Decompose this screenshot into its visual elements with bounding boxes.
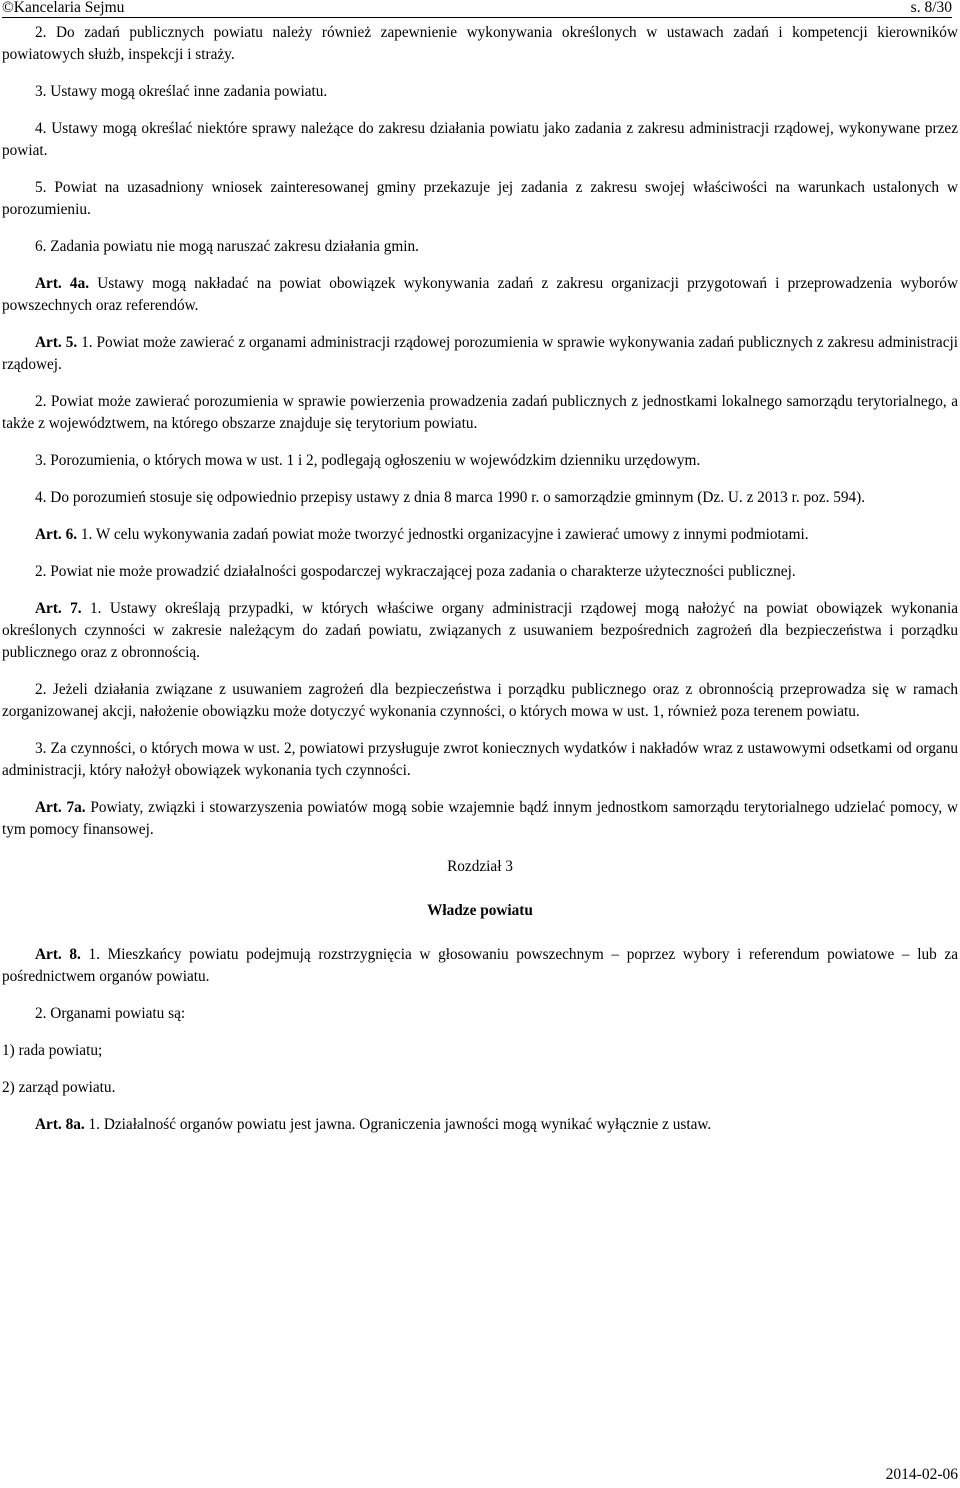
- footer-date: 2014-02-06: [885, 1466, 958, 1483]
- article-number: Art. 8.: [35, 946, 81, 963]
- paragraph-text: 1. Ustawy określają przypadki, w których właściwe organy administracji rządowej mogą nałożyć na powiat obowiązek wykonania określonych czynności w zakresie należącym do zadań powiatu, związanych z usuwaniem bezpośrednich zagrożeń dla bezpieczeństwa i porządku publicznego oraz z obronnością.: [2, 600, 958, 661]
- paragraph: [2, 1114, 958, 1136]
- paragraph-text: 6. Zadania powiatu nie mogą naruszać zakresu działania gmin.: [35, 238, 419, 255]
- paragraph-group-1: [2, 22, 958, 841]
- paragraph: [2, 1040, 958, 1062]
- paragraph: [2, 177, 958, 221]
- paragraph-text: 1. Mieszkańcy powiatu podejmują rozstrzygnięcia w głosowaniu powszechnym – poprzez wybory i referendum powiatowe – lub za pośrednictwem organów powiatu.: [2, 946, 958, 985]
- paragraph: [2, 450, 958, 472]
- paragraph: [2, 1077, 958, 1099]
- paragraph: [2, 524, 958, 546]
- paragraph: [2, 391, 958, 435]
- paragraph-text: Ustawy mogą nakładać na powiat obowiązek wykonywania zadań z zakresu organizacji przygotowań i przeprowadzenia wyborów powszechnych oraz referendów.: [2, 275, 958, 314]
- paragraph-text: 1. Działalność organów powiatu jest jawna. Ograniczenia jawności mogą wynikać wyłącznie z ustaw.: [84, 1116, 712, 1133]
- paragraph: [2, 679, 958, 723]
- header-publisher: ©Kancelaria Sejmu: [2, 0, 125, 16]
- paragraph: [2, 1003, 958, 1025]
- article-number: Art. 6.: [35, 526, 78, 543]
- paragraph-text: 2. Powiat może zawierać porozumienia w sprawie powierzenia prowadzenia zadań publicznych z jednostkami lokalnego samorządu terytorialnego, a także z województwem, na którego obszarze znajduje się terytorium powiatu.: [2, 393, 958, 432]
- paragraph-text: 1. W celu wykonywania zadań powiat może tworzyć jednostki organizacyjne i zawierać umowy z innymi podmiotami.: [77, 526, 809, 543]
- paragraph: [2, 236, 958, 258]
- paragraph-text: 2. Do zadań publicznych powiatu należy również zapewnienie wykonywania określonych w ustawach zadań i kompetencji kierowników powiatowych służb, inspekcji i straży.: [2, 24, 958, 63]
- article-number: Art. 5.: [35, 334, 78, 351]
- chapter-number: Rozdział 3: [447, 858, 513, 875]
- paragraph-text: 1. Powiat może zawierać z organami administracji rządowej porozumienia w sprawie wykonywania zadań publicznych z zakresu administracji rządowej.: [2, 334, 958, 373]
- paragraph-text: 4. Ustawy mogą określać niektóre sprawy należące do zakresu działania powiatu jako zadania z zakresu administracji rządowej, wykonywane przez powiat.: [2, 120, 958, 159]
- paragraph-group-2: [2, 944, 958, 1136]
- paragraph-text: 5. Powiat na uzasadniony wniosek zainteresowanej gminy przekazuje jej zadania z zakresu swojej właściwości na warunkach ustalonych w porozumieniu.: [2, 179, 958, 218]
- header-page-number: s. 8/30: [910, 0, 952, 16]
- paragraph-text: 2) zarząd powiatu.: [2, 1079, 116, 1096]
- document-body: [2, 22, 958, 1151]
- paragraph-text: 2. Jeżeli działania związane z usuwaniem zagrożeń dla bezpieczeństwa i porządku publicznego oraz z obronnością przeprowadza się w ramach zorganizowanej akcji, nałożenie obowiązku może dotyczyć wykonania czynności, o których mowa w ust. 1, również poza terenem powiatu.: [2, 681, 958, 720]
- paragraph-text: 2. Powiat nie może prowadzić działalności gospodarczej wykraczającej poza zadania o charakterze użyteczności publicznej.: [35, 563, 796, 580]
- article-number: Art. 7a.: [35, 799, 86, 816]
- paragraph: [2, 273, 958, 317]
- paragraph: [2, 561, 958, 583]
- paragraph-text: 4. Do porozumień stosuje się odpowiednio przepisy ustawy z dnia 8 marca 1990 r. o samorządzie gminnym (Dz. U. z 2013 r. poz. 594).: [35, 489, 866, 506]
- paragraph-text: Powiaty, związki i stowarzyszenia powiatów mogą sobie wzajemnie bądź innym jednostkom samorządu terytorialnego udzielać pomocy, w tym pomocy finansowej.: [2, 799, 959, 838]
- paragraph: [2, 22, 958, 66]
- paragraph: [2, 81, 958, 103]
- chapter-title: Władze powiatu: [427, 902, 533, 919]
- article-number: Art. 4a.: [35, 275, 90, 292]
- paragraph: [2, 944, 958, 988]
- article-number: Art. 8a.: [35, 1116, 85, 1133]
- paragraph: [2, 487, 958, 509]
- paragraph: [2, 598, 958, 664]
- paragraph-text: 3. Porozumienia, o których mowa w ust. 1 i 2, podlegają ogłoszeniu w wojewódzkim dzienniku urzędowym.: [35, 452, 701, 469]
- paragraph-text: 3. Za czynności, o których mowa w ust. 2, powiatowi przysługuje zwrot koniecznych wydatków i nakładów wraz z ustawowymi odsetkami od organu administracji, który nałożył obowiązek wykonania tych czynności.: [2, 740, 958, 779]
- paragraph-text: 3. Ustawy mogą określać inne zadania powiatu.: [35, 83, 328, 100]
- paragraph: [2, 332, 958, 376]
- paragraph: [2, 797, 958, 841]
- paragraph-text: 2. Organami powiatu są:: [35, 1005, 186, 1022]
- paragraph: [2, 118, 958, 162]
- paragraph-text: 1) rada powiatu;: [2, 1042, 103, 1059]
- article-number: Art. 7.: [35, 600, 82, 617]
- page-header: [2, 0, 952, 18]
- paragraph: [2, 738, 958, 782]
